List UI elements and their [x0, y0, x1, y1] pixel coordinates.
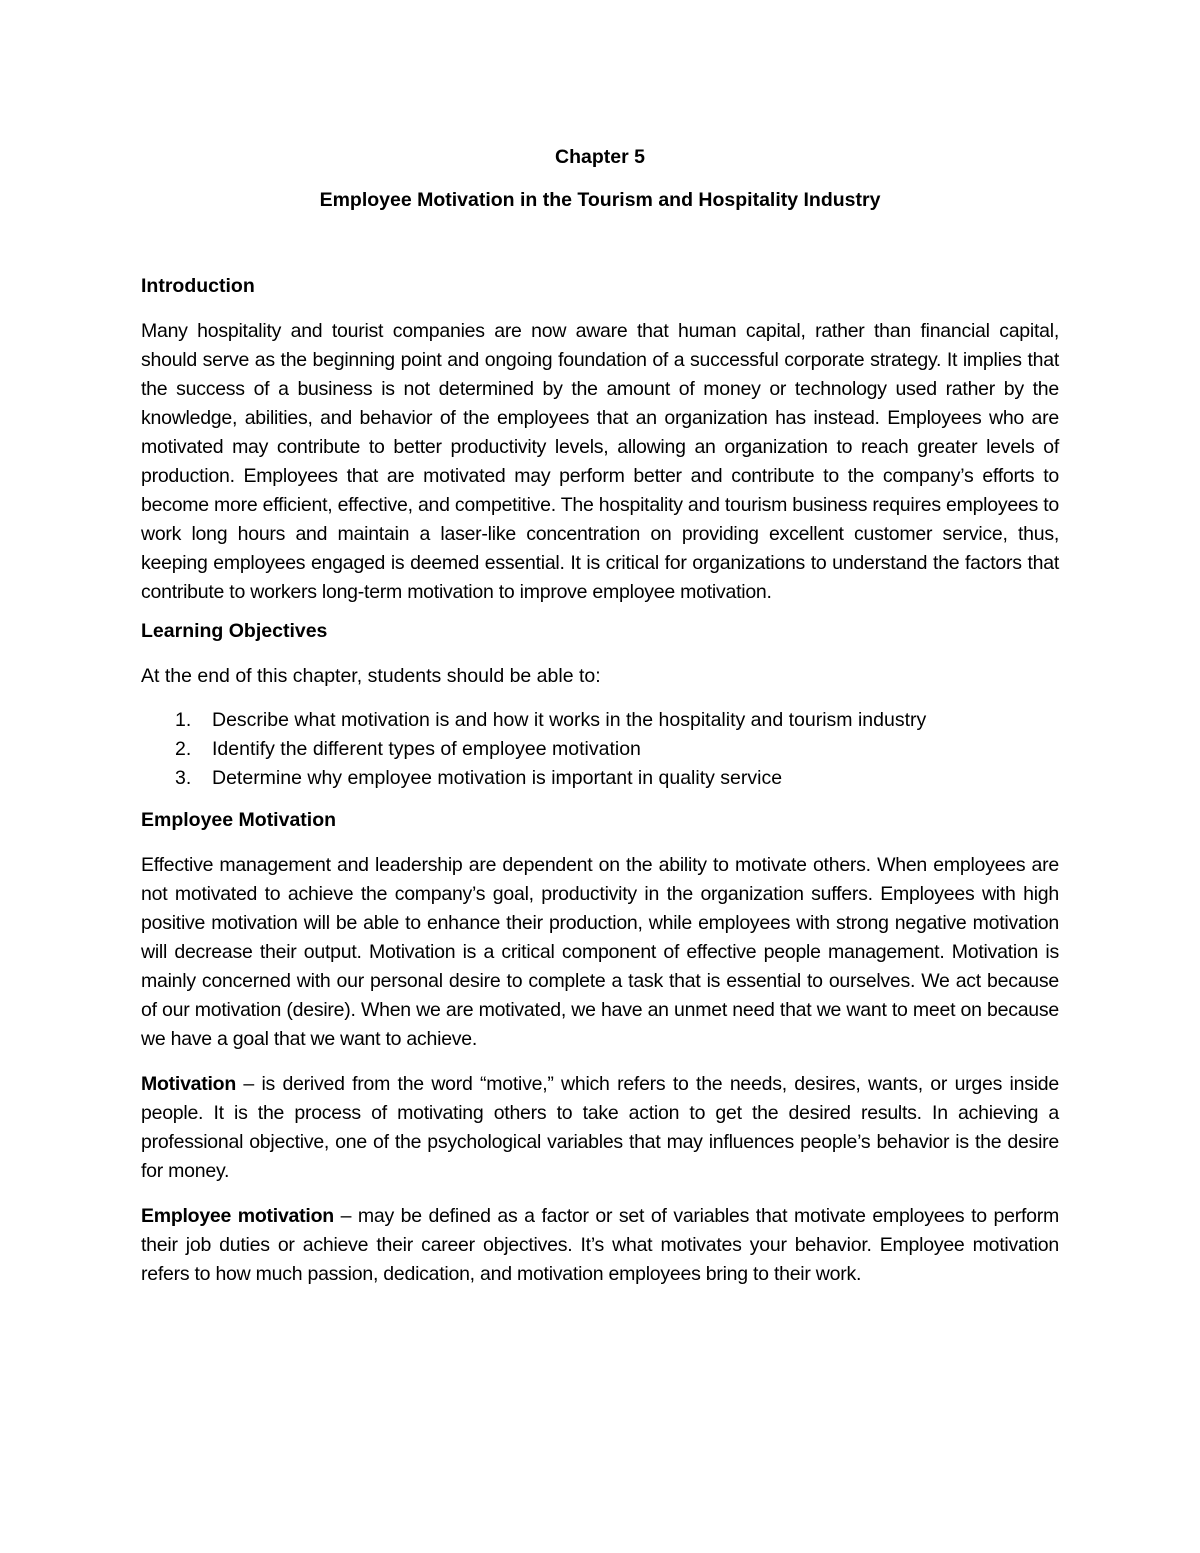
list-item [141, 735, 1059, 764]
list-item [141, 764, 1059, 793]
list-item-number: 3. [175, 767, 192, 789]
definition-term: Employee motivation [141, 1205, 334, 1227]
employee-motivation-paragraph: Effective management and leadership are dependent on the ability to motivate others. When employees are not motivated to achieve the company’s goal, productivity in the organization suffers. Employees with high positive motivation will be able to enhance their production, while employees with strong negative motivation will decrease their output. Motivation is a critical component of effective people management. Motivation is mainly concerned with our personal desire to complete a task that is essential to ourselves. We act because of our motivation (desire). When we are motivated, we have an unmet need that we want to meet on because we have a goal that we want to achieve. [141, 854, 1059, 1050]
employee-motivation-heading: Employee Motivation [141, 809, 337, 831]
list-item-text: Identify the different types of employee motivation [212, 738, 641, 760]
chapter-title: Employee Motivation in the Tourism and Hospitality Industry [319, 189, 881, 211]
learning-objectives-list [141, 706, 1059, 793]
learning-objectives-lead: At the end of this chapter, students should be able to: [141, 665, 601, 687]
definition-term: Motivation [141, 1073, 236, 1095]
introduction-paragraph: Many hospitality and tourist companies are now aware that human capital, rather than financial capital, should serve as the beginning point and ongoing foundation of a successful corporate strategy. It implies that the success of a business is not determined by the amount of money or technology used rather by the knowledge, abilities, and behavior of the employees that an organization has instead. Employees who are motivated may contribute to better productivity levels, allowing an organization to reach greater levels of production. Employees that are motivated may perform better and contribute to the company’s efforts to become more efficient, effective, and competitive. The hospitality and tourism business requires employees to work long hours and maintain a laser-like concentration on providing excellent customer service, thus, keeping employees engaged is deemed essential. It is critical for organizations to understand the factors that contribute to workers long-term motivation to improve employee motivation. [141, 320, 1059, 603]
introduction-heading: Introduction [141, 275, 255, 297]
learning-objectives-heading: Learning Objectives [141, 620, 328, 642]
document-page [141, 140, 1059, 1289]
list-item-text: Determine why employee motivation is important in quality service [212, 767, 783, 789]
list-item [141, 706, 1059, 735]
definition-text: – is derived from the word “motive,” which refers to the needs, desires, wants, or urges inside people. It is the process of motivating others to take action to get the desired results. In achieving a professional objective, one of the psychological variables that may influences people’s behavior is the desire for money. [141, 1073, 1059, 1182]
employee-motivation-definition [141, 1202, 1059, 1289]
definition-text: – may be defined as a factor or set of variables that motivate employees to perform their job duties or achieve their career objectives. It’s what motivates your behavior. Employee motivation refers to how much passion, dedication, and motivation employees bring to their work. [141, 1205, 1059, 1285]
chapter-label: Chapter 5 [555, 146, 645, 168]
list-item-text: Describe what motivation is and how it works in the hospitality and tourism industry [212, 709, 927, 731]
list-item-number: 1. [175, 709, 192, 731]
motivation-definition [141, 1070, 1059, 1186]
list-item-number: 2. [175, 738, 192, 760]
